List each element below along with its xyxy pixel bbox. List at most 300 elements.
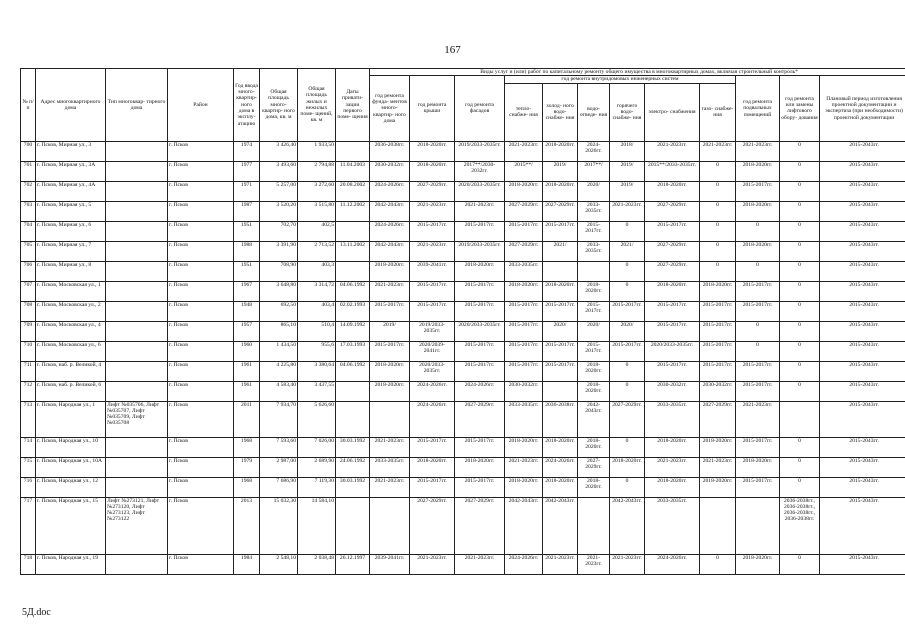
cell-basement-year: 2015-2017гг. <box>736 181 780 201</box>
cell-roof-year: 2027-2029гг. <box>410 181 455 201</box>
cell-living-area: 1 933,50 <box>298 141 336 161</box>
cell-heat-year: 2015-2017гг. <box>505 321 543 341</box>
cell-hot-water-year: 2019/ <box>610 161 645 181</box>
cell-living-area: 3 314,72 <box>298 281 336 301</box>
cell-year: 1979 <box>234 457 260 477</box>
cell-cold-water-year: 2015-2017гг. <box>543 341 578 361</box>
cell-gas-year: 0 <box>700 161 736 181</box>
cell-hot-water-year: 0 <box>610 281 645 301</box>
table-row <box>21 554 905 574</box>
cell-house-type <box>106 241 168 261</box>
header-drainage: водо- отведе- ния <box>578 83 610 141</box>
cell-electric-year: 2027-2029гг. <box>645 201 700 221</box>
cell-hot-water-year: 0 <box>610 437 645 457</box>
header-year: Год ввода много- квартир- ного дома в эксплу- атацию <box>234 69 260 142</box>
cell-year: 2011 <box>234 401 260 437</box>
cell-electric-year: 2018-2020гг. <box>645 181 700 201</box>
cell-gas-year: 2027-2029гг. <box>700 401 736 437</box>
cell-total-area: 7 934,70 <box>260 401 298 437</box>
cell-gas-year: 0 <box>700 554 736 574</box>
table-row <box>21 221 905 241</box>
cell-roof-year: 2015-2017гг. <box>410 221 455 241</box>
cell-total-area: 7 686,90 <box>260 477 298 497</box>
cell-roof-year: 2015-2017гг. <box>410 437 455 457</box>
cell-lift-year: 0 <box>780 361 820 381</box>
cell-house-type: Лифт №273121, Лифт №273120, Лифт №273123, Лифт №273122 <box>106 497 168 554</box>
cell-heat-year: 2018-2020гг. <box>505 181 543 201</box>
cell-facade-year: 2024-2026гг. <box>455 381 505 401</box>
cell-lift-year: 2036-2038гг., 2036-2038гг., 2036-2038гг., 2036-2038гг. <box>780 497 820 554</box>
cell-hot-water-year: 2042-2043гг. <box>610 497 645 554</box>
cell-project-period: 2015-2043гг. <box>820 221 905 241</box>
cell-living-area: 3 380,64 <box>298 361 336 381</box>
cell-living-area: 402,5 <box>298 221 336 241</box>
cell-district: г. Псков <box>168 301 234 321</box>
cell-gas-year: 2021-2023гг. <box>700 141 736 161</box>
cell-facade-year: 2027-2029гг. <box>455 497 505 554</box>
cell-foundation-year <box>370 497 410 554</box>
cell-privatization-date: 11.12.2002 <box>336 201 370 221</box>
cell-heat-year: 2018-2020гг. <box>505 477 543 497</box>
cell-cold-water-year: 2021/ <box>543 241 578 261</box>
cell-lift-year: 0 <box>780 161 820 181</box>
cell-district: г. Псков <box>168 201 234 221</box>
cell-heat-year: 2021-2023гг. <box>505 457 543 477</box>
cell-district: г. Псков <box>168 457 234 477</box>
cell-drainage-year: 2015-2017гг. <box>578 221 610 241</box>
cell-row-number: 716 <box>21 477 36 497</box>
cell-basement-year: 2021-2023гг. <box>736 401 780 437</box>
cell-basement-year: 2015-2017гг. <box>736 477 780 497</box>
cell-roof-year: 2039-2041гг. <box>410 261 455 281</box>
cell-roof-year: 2027-2029гг. <box>410 497 455 554</box>
cell-gas-year: 2015-2017гг. <box>700 361 736 381</box>
cell-cold-water-year: 2018-2020гг. <box>543 477 578 497</box>
cell-basement-year: 2018-2020гг. <box>736 554 780 574</box>
cell-electric-year: 2033-2035гг. <box>645 497 700 554</box>
cell-electric-year: 2030-2032гг. <box>645 381 700 401</box>
cell-cold-water-year: 2018-2020гг. <box>543 181 578 201</box>
cell-year: 1987 <box>234 201 260 221</box>
cell-living-area: 403,3 <box>298 261 336 281</box>
header-privatization: Даты привати- зации первого поме- щения <box>336 69 370 142</box>
table-row <box>21 361 905 381</box>
cell-foundation-year: 2021-2023гг. <box>370 281 410 301</box>
cell-project-period: 2015-2043гг. <box>820 201 905 221</box>
cell-facade-year: 2018-2020гг. <box>455 261 505 281</box>
cell-hot-water-year: 2015-2017гг. <box>610 301 645 321</box>
cell-roof-year: 2018-2020гг. <box>410 161 455 181</box>
cell-district: г. Псков <box>168 161 234 181</box>
cell-foundation-year: 2042-2043гг. <box>370 241 410 261</box>
cell-district: г. Псков <box>168 141 234 161</box>
cell-gas-year: 2018-2020гг. <box>700 477 736 497</box>
cell-district: г. Псков <box>168 497 234 554</box>
cell-drainage-year: 2015-2017гг. <box>578 301 610 321</box>
cell-year: 1988 <box>234 241 260 261</box>
cell-row-number: 705 <box>21 241 36 261</box>
cell-district: г. Псков <box>168 241 234 261</box>
cell-foundation-year: 2042-2043гг. <box>370 201 410 221</box>
header-lift: год ремонта или замены лифтового обору- дования <box>780 76 820 141</box>
cell-hot-water-year: 0 <box>610 221 645 241</box>
cell-electric-year: 2020/2033-2035гг. <box>645 341 700 361</box>
cell-address: г. Псков, Мирная ул., 3 <box>36 141 106 161</box>
cell-living-area: 2 713,52 <box>298 241 336 261</box>
cell-row-number: 703 <box>21 201 36 221</box>
cell-lift-year: 0 <box>780 261 820 281</box>
cell-hot-water-year: 2021-2023гг. <box>610 554 645 574</box>
cell-drainage-year: 2018-2020гг. <box>578 361 610 381</box>
cell-address: г. Псков, Московская ул., 2 <box>36 301 106 321</box>
cell-cold-water-year: 2018-2020гг. <box>543 141 578 161</box>
cell-project-period: 2015-2043гг. <box>820 281 905 301</box>
cell-total-area: 3 520,20 <box>260 201 298 221</box>
cell-drainage-year: 2027-2029гг. <box>578 457 610 477</box>
table-row <box>21 341 905 361</box>
cell-living-area: 5 626,60 <box>298 401 336 437</box>
cell-house-type <box>106 201 168 221</box>
cell-address: г. Псков, Мирная ул., 7 <box>36 241 106 261</box>
cell-lift-year: 0 <box>780 281 820 301</box>
cell-house-type <box>106 381 168 401</box>
cell-electric-year: 2021-2023гг. <box>645 141 700 161</box>
cell-electric-year: 2015-2017гг. <box>645 321 700 341</box>
cell-roof-year: 2018-2020гг. <box>410 141 455 161</box>
header-house-type: Тип многоквар- тирного дома <box>106 69 168 142</box>
cell-total-area: 865,10 <box>260 321 298 341</box>
cell-electric-year: 2018-2020гг. <box>645 477 700 497</box>
cell-row-number: 707 <box>21 281 36 301</box>
cell-total-area: 702,70 <box>260 221 298 241</box>
cell-living-area: 2 689,90 <box>298 457 336 477</box>
cell-facade-year: 2018-2020гг. <box>455 457 505 477</box>
cell-gas-year: 0 <box>700 241 736 261</box>
cell-privatization-date <box>336 497 370 554</box>
table-row <box>21 281 905 301</box>
cell-year: 1977 <box>234 161 260 181</box>
cell-cold-water-year: 2015-2017гг. <box>543 301 578 321</box>
cell-year: 1951 <box>234 261 260 281</box>
cell-row-number: 710 <box>21 341 36 361</box>
cell-electric-year: 2021-2023гг. <box>645 457 700 477</box>
cell-row-number: 711 <box>21 361 36 381</box>
header-facade: год ремонта фасадов <box>455 76 505 141</box>
cell-house-type <box>106 181 168 201</box>
cell-total-area: 692,50 <box>260 301 298 321</box>
cell-total-area: 2 548,10 <box>260 554 298 574</box>
cell-foundation-year: 2033-2035гг. <box>370 457 410 477</box>
cell-living-area: 7 026,00 <box>298 437 336 457</box>
cell-privatization-date: 26.12.1997 <box>336 554 370 574</box>
cell-project-period: 2015-2043гг. <box>820 401 905 437</box>
cell-living-area: 403,4 <box>298 301 336 321</box>
cell-house-type <box>106 281 168 301</box>
cell-address: г. Псков, Мирная ул., 6 <box>36 221 106 241</box>
cell-electric-year: 2027-2029гг. <box>645 241 700 261</box>
cell-heat-year: 2018-2020гг. <box>505 437 543 457</box>
cell-drainage-year: 2018-2020гг. <box>578 381 610 401</box>
header-living-area: Общая площадь жилых и нежилых поме- щений, кв. м <box>298 69 336 142</box>
cell-cold-water-year: 2020/ <box>543 321 578 341</box>
cell-foundation-year: 2039-2041гг. <box>370 554 410 574</box>
cell-drainage-year <box>578 261 610 281</box>
cell-lift-year: 0 <box>780 201 820 221</box>
cell-project-period: 2015-2043гг. <box>820 261 905 281</box>
cell-privatization-date <box>336 401 370 437</box>
cell-gas-year <box>700 497 736 554</box>
cell-hot-water-year: 0 <box>610 261 645 281</box>
cell-house-type <box>106 361 168 381</box>
cell-project-period: 2015-2043гг. <box>820 181 905 201</box>
cell-gas-year: 2030-2032гг. <box>700 381 736 401</box>
cell-hot-water-year: 2018/ <box>610 141 645 161</box>
cell-address: г. Псков, Народная ул., 19 <box>36 554 106 574</box>
table-row <box>21 477 905 497</box>
cell-year: 1967 <box>234 281 260 301</box>
cell-privatization-date: 24.06.1992 <box>336 457 370 477</box>
cell-hot-water-year: 2019/ <box>610 181 645 201</box>
header-total-area: Общая площадь много- квартир- ного дома, кв. м <box>260 69 298 142</box>
table-row <box>21 181 905 201</box>
cell-drainage-year: 2024-2026гг. <box>578 141 610 161</box>
cell-privatization-date: 04.06.1992 <box>336 361 370 381</box>
cell-year: 2013 <box>234 497 260 554</box>
cell-privatization-date <box>336 261 370 281</box>
cell-facade-year: 2015-2017гг. <box>455 221 505 241</box>
cell-district: г. Псков <box>168 261 234 281</box>
cell-foundation-year: 2015-2017гг. <box>370 301 410 321</box>
cell-electric-year: 2027-2029гг. <box>645 261 700 281</box>
header-heat: тепло- снабже- ния <box>505 83 543 141</box>
cell-lift-year: 0 <box>780 554 820 574</box>
header-district: Район <box>168 69 234 142</box>
cell-heat-year: 2042-2043гг. <box>505 497 543 554</box>
cell-address: г. Псков, Народная ул., 12 <box>36 477 106 497</box>
cell-project-period: 2015-2043гг. <box>820 457 905 477</box>
cell-hot-water-year: 0 <box>610 477 645 497</box>
cell-heat-year: 2015**/ <box>505 161 543 181</box>
cell-address: г. Псков, Мирная ул., 3А <box>36 161 106 181</box>
cell-gas-year: 2021-2023гг. <box>700 457 736 477</box>
cell-privatization-date: 13.11.2002 <box>336 241 370 261</box>
cell-total-area: 708,90 <box>260 261 298 281</box>
cell-house-type <box>106 141 168 161</box>
cell-address: г. Псков, наб. р. Великой, 6 <box>36 381 106 401</box>
cell-basement-year: 2015-2017гг. <box>736 437 780 457</box>
cell-privatization-date: 30.03.1992 <box>336 437 370 457</box>
cell-cold-water-year: 2042-2043гг. <box>543 497 578 554</box>
cell-cold-water-year <box>543 261 578 281</box>
cell-address: г. Псков, Московская ул., 4 <box>36 321 106 341</box>
cell-roof-year: 2018-2020гг. <box>410 457 455 477</box>
header-systems-group: год ремонта внутридомовых инженерных систем <box>505 76 736 83</box>
cell-hot-water-year: 2021-2023гг. <box>610 201 645 221</box>
cell-heat-year: 2021-2023гг. <box>505 141 543 161</box>
cell-basement-year: 0 <box>736 261 780 281</box>
cell-gas-year: 2015-2017гг. <box>700 341 736 361</box>
cell-privatization-date <box>336 141 370 161</box>
cell-cold-water-year: 2021-2023гг. <box>543 554 578 574</box>
cell-privatization-date: 04.06.1992 <box>336 281 370 301</box>
cell-total-area: 3 391,90 <box>260 241 298 261</box>
cell-address: г. Псков, наб. р. Великой, 4 <box>36 361 106 381</box>
cell-heat-year: 2033-2035гг. <box>505 401 543 437</box>
cell-electric-year: 2015**/2033-2035гг. <box>645 161 700 181</box>
cell-gas-year: 2018-2020гг. <box>700 281 736 301</box>
cell-house-type <box>106 321 168 341</box>
cell-foundation-year: 2030-2032гг. <box>370 161 410 181</box>
cell-lift-year: 0 <box>780 477 820 497</box>
cell-facade-year: 2017**/2030-2032гг. <box>455 161 505 181</box>
cell-living-area: 955,6 <box>298 341 336 361</box>
header-hot-water: горячего водо- снабже- ния <box>610 83 645 141</box>
cell-basement-year: 2018-2020гг. <box>736 201 780 221</box>
cell-drainage-year: 2018-2020гг. <box>578 281 610 301</box>
cell-gas-year: 0 <box>700 181 736 201</box>
cell-facade-year: 2015-2017гг. <box>455 341 505 361</box>
cell-electric-year: 2015-2017гг. <box>645 361 700 381</box>
cell-row-number: 702 <box>21 181 36 201</box>
cell-row-number: 709 <box>21 321 36 341</box>
cell-row-number: 714 <box>21 437 36 457</box>
cell-project-period: 2015-2043гг. <box>820 497 905 554</box>
cell-electric-year: 2018-2020гг. <box>645 437 700 457</box>
cell-gas-year: 0 <box>700 261 736 281</box>
cell-district: г. Псков <box>168 381 234 401</box>
cell-living-area: 7 119,30 <box>298 477 336 497</box>
cell-basement-year: 2015-2017гг. <box>736 301 780 321</box>
cell-roof-year: 2015-2017гг. <box>410 281 455 301</box>
cell-address: г. Псков, Народная ул., 10 <box>36 437 106 457</box>
cell-facade-year: 2019/2033-2035гг. <box>455 141 505 161</box>
cell-project-period: 2015-2043гг. <box>820 301 905 321</box>
cell-privatization-date: 14.09.1992 <box>336 321 370 341</box>
cell-heat-year: 2015-2017гг. <box>505 361 543 381</box>
cell-address: г. Псков, Московская ул., 6 <box>36 341 106 361</box>
cell-basement-year: 2015-2017гг. <box>736 361 780 381</box>
table-row <box>21 497 905 554</box>
header-cold-water: холод- ного водо- снабже- ния <box>543 83 578 141</box>
cell-house-type <box>106 437 168 457</box>
cell-basement-year: 0 <box>736 321 780 341</box>
cell-total-area: 4 225,80 <box>260 361 298 381</box>
cell-year: 1968 <box>234 437 260 457</box>
cell-foundation-year: 2036-2038гг. <box>370 141 410 161</box>
header-foundation: год ремонта фунда- ментов много- квартир- ного дома <box>370 76 410 141</box>
cell-heat-year: 2027-2029гг. <box>505 201 543 221</box>
cell-district: г. Псков <box>168 181 234 201</box>
table-row <box>21 457 905 477</box>
cell-foundation-year: 2018-2020гг. <box>370 361 410 381</box>
header-basement: год ремонта подвальных помещений <box>736 76 780 141</box>
cell-address: г. Псков, Народная ул., 15 <box>36 497 106 554</box>
cell-project-period: 2015-2043гг. <box>820 361 905 381</box>
cell-cold-water-year: 2015-2017гг. <box>543 361 578 381</box>
cell-total-area: 15 032,30 <box>260 497 298 554</box>
cell-heat-year: 2024-2026гг. <box>505 554 543 574</box>
cell-project-period: 2015-2043гг. <box>820 437 905 457</box>
cell-address: г. Псков, Мирная ул., 4А <box>36 181 106 201</box>
cell-drainage-year: 2018-2020гг. <box>578 477 610 497</box>
cell-district: г. Псков <box>168 437 234 457</box>
cell-project-period: 2015-2043гг. <box>820 477 905 497</box>
cell-basement-year <box>736 497 780 554</box>
cell-drainage-year: 2021-2023гг. <box>578 554 610 574</box>
cell-facade-year: 2015-2017гг. <box>455 437 505 457</box>
table-row <box>21 401 905 437</box>
cell-drainage-year: 2033-2035гг. <box>578 201 610 221</box>
cell-roof-year: 2020/2039-2041гг. <box>410 341 455 361</box>
cell-project-period: 2015-2043гг. <box>820 381 905 401</box>
cell-privatization-date <box>336 221 370 241</box>
cell-privatization-date: 17.03.1993 <box>336 341 370 361</box>
cell-living-area: 14 584,10 <box>298 497 336 554</box>
cell-privatization-date: 02.02.1993 <box>336 301 370 321</box>
header-roof: год ремонта крыши <box>410 76 455 141</box>
cell-hot-water-year: 2021/ <box>610 241 645 261</box>
cell-hot-water-year: 2015-2017гг. <box>610 341 645 361</box>
cell-lift-year: 0 <box>780 457 820 477</box>
cell-lift-year: 0 <box>780 341 820 361</box>
header-gas: газо- снабже- ния <box>700 83 736 141</box>
cell-gas-year: 2015-2017гг. <box>700 301 736 321</box>
table-row <box>21 201 905 221</box>
cell-hot-water-year: 0 <box>610 361 645 381</box>
cell-project-period: 2015-2043гг. <box>820 161 905 181</box>
cell-heat-year: 2033-2035гг. <box>505 261 543 281</box>
cell-drainage-year: 2020/ <box>578 181 610 201</box>
cell-foundation-year: 2018-2020гг. <box>370 381 410 401</box>
cell-row-number: 718 <box>21 554 36 574</box>
file-name-footer: 5Д.doc <box>22 607 51 618</box>
cell-basement-year: 2015-2017гг. <box>736 381 780 401</box>
cell-address: г. Псков, Мирная ул., 8 <box>36 261 106 281</box>
cell-basement-year: 2018-2020гг. <box>736 457 780 477</box>
cell-facade-year: 2020/2033-2035гг. <box>455 321 505 341</box>
cell-project-period: 2015-2043гг. <box>820 321 905 341</box>
cell-basement-year: 2015-2017гг. <box>736 281 780 301</box>
cell-drainage-year <box>578 497 610 554</box>
cell-house-type <box>106 554 168 574</box>
cell-lift-year: 0 <box>780 437 820 457</box>
cell-foundation-year: 2021-2023гг. <box>370 477 410 497</box>
cell-roof-year: 2024-2026гг. <box>410 401 455 437</box>
cell-lift-year: 0 <box>780 301 820 321</box>
cell-project-period: 2015-2043гг. <box>820 341 905 361</box>
cell-roof-year: 2019/2033-2035гг. <box>410 321 455 341</box>
cell-heat-year: 2030-2032гг. <box>505 381 543 401</box>
table-row <box>21 437 905 457</box>
cell-hot-water-year: 2020/ <box>610 321 645 341</box>
cell-project-period: 2015-2043гг. <box>820 141 905 161</box>
cell-year: 1960 <box>234 341 260 361</box>
cell-roof-year: 2021-2023гг. <box>410 554 455 574</box>
cell-cold-water-year <box>543 381 578 401</box>
cell-cold-water-year: 2018-2020гг. <box>543 437 578 457</box>
cell-house-type <box>106 301 168 321</box>
cell-heat-year: 2015-2017гг. <box>505 341 543 361</box>
cell-total-area: 2 987,00 <box>260 457 298 477</box>
table-row <box>21 321 905 341</box>
cell-project-period: 2015-2043гг. <box>820 241 905 261</box>
table-row <box>21 381 905 401</box>
cell-total-area: 3 426,40 <box>260 141 298 161</box>
cell-basement-year: 2018-2020гг. <box>736 161 780 181</box>
cell-house-type <box>106 477 168 497</box>
cell-house-type: Лифт №035706, Лифт №035707, Лифт №035709, Лифт №035708 <box>106 401 168 437</box>
cell-foundation-year: 2018-2020гг. <box>370 261 410 281</box>
